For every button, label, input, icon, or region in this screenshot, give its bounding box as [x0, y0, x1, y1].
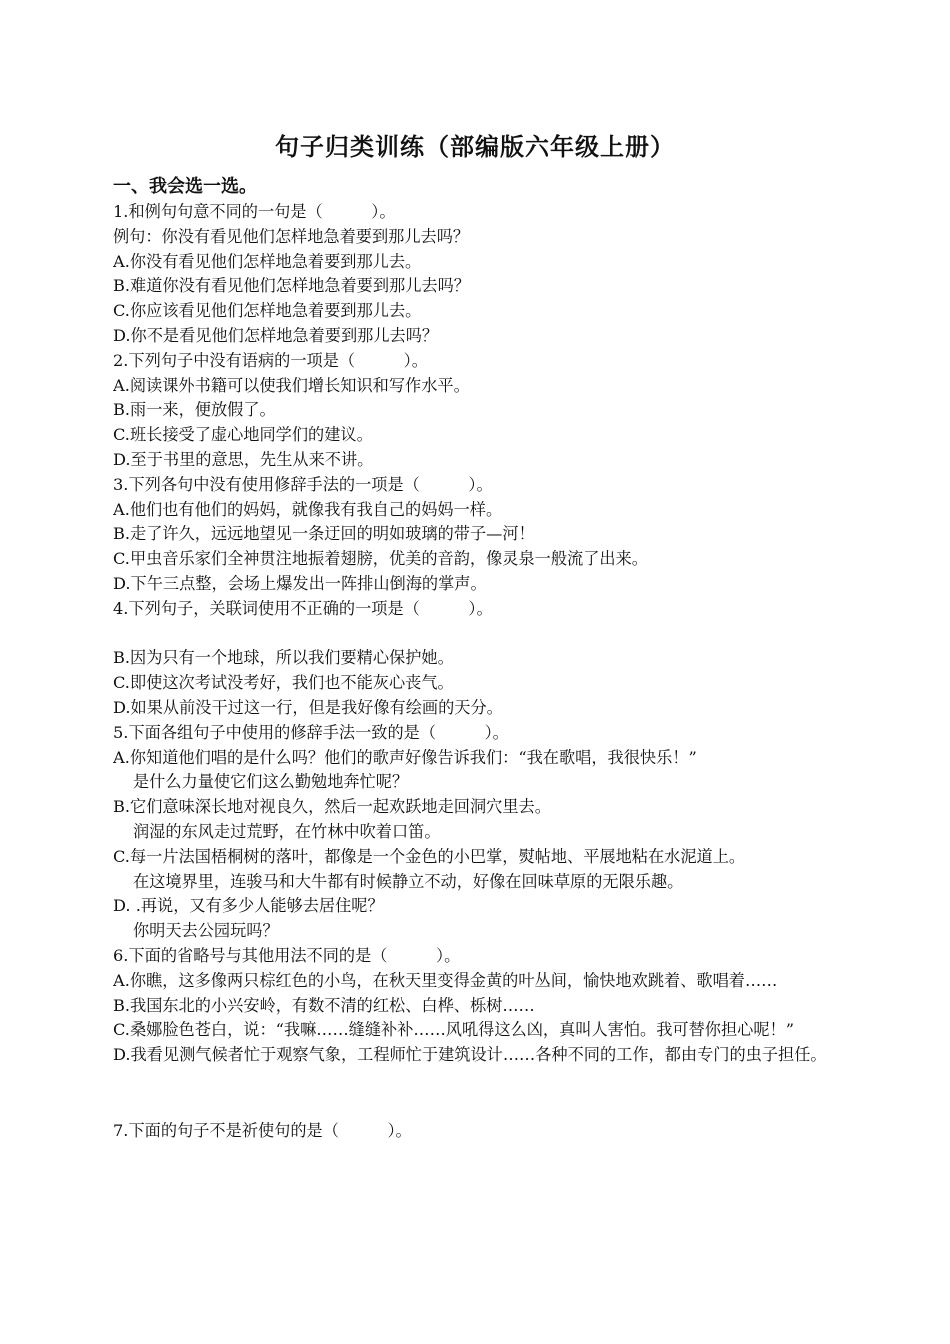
page-title: 句子归类训练（部编版六年级上册）: [275, 133, 675, 161]
question-6-option-c: C.桑娜脸色苍白，说：“我嘛……缝缝补补……风吼得这么凶，真叫人害怕。我可替你担心呢！”: [113, 1020, 795, 1040]
question-list: [113, 200, 851, 1144]
question-5-option-a-line-2: 是什么力量使它们这么勤勉地奔忙呢？: [133, 772, 409, 792]
question-3-option-a: A.他们也有他们的妈妈，就像我有我自己的妈妈一样。: [113, 499, 503, 519]
section-heading: 一、我会选一选。: [113, 176, 257, 197]
question-1-option-a: A.你没有看见他们怎样地急着要到那儿去。: [113, 251, 422, 271]
question-2-option-d: D.至于书里的意思，先生从来不讲。: [113, 449, 374, 469]
question-2-option-a: A.阅读课外书籍可以使我们增长知识和写作水平。: [113, 375, 470, 395]
question-2-stem: 2.下列句子中没有语病的一项是（ ）。: [113, 350, 428, 370]
question-1-option-b: B.难道你没有看见他们怎样地急着要到那儿去吗？: [113, 276, 470, 296]
question-2-option-b: B.雨一来，便放假了。: [113, 400, 276, 420]
question-5-option-a-line-1: A.你知道他们唱的是什么吗？他们的歌声好像告诉我们：“我在歌唱，我很快乐！”: [113, 747, 697, 767]
question-4-option-b: B.因为只有一个地球，所以我们要精心保护她。: [113, 648, 454, 668]
question-4-stem: 4.下列句子，关联词使用不正确的一项是（ ）。: [113, 598, 493, 618]
blank-space: [113, 1068, 851, 1119]
question-5-option-d-line-1: D. .再说，又有多少人能够去居住呢？: [113, 896, 384, 916]
question-6-option-a: A.你瞧，这多像两只棕红色的小鸟，在秋天里变得金黄的叶丛间，愉快地欢跳着、歌唱着……: [113, 970, 778, 990]
question-5-option-b-line-1: B.它们意味深长地对视良久，然后一起欢跃地走回洞穴里去。: [113, 797, 551, 817]
question-5-option-d-line-2: 你明天去公园玩吗？: [133, 921, 279, 941]
blank-line: [113, 622, 851, 647]
question-5-option-b-line-2: 润湿的东风走过荒野，在竹林中吹着口笛。: [133, 821, 441, 841]
question-5-stem: 5.下面各组句子中使用的修辞手法一致的是（ ）。: [113, 722, 509, 742]
question-1-option-d: D.你不是看见他们怎样地急着要到那儿去吗？: [113, 325, 439, 345]
question-3-option-c: C.甲虫音乐家们全神贯注地振着翅膀，优美的音韵，像灵泉一般流了出来。: [113, 549, 648, 569]
question-6-stem: 6.下面的省略号与其他用法不同的是（ ）。: [113, 945, 461, 965]
question-1-option-c: C.你应该看见他们怎样地急着要到那儿去。: [113, 301, 422, 321]
question-1-stem: 1.和例句句意不同的一句是（ ）。: [113, 202, 396, 221]
question-4-option-c: C.即使这次考试没考好，我们也不能灰心丧气。: [113, 673, 454, 693]
question-5-option-c-line-1: C.每一片法国梧桐树的落叶，都像是一个金色的小巴掌，熨帖地、平展地粘在水泥道上。: [113, 846, 746, 866]
question-6-option-b: B.我国东北的小兴安岭，有数不清的红松、白桦、栎树……: [113, 995, 535, 1015]
question-1-example: 例句：你没有看见他们怎样地急着要到那儿去吗？: [113, 226, 470, 246]
question-3-option-b: B.走了许久，远远地望见一条迂回的明如玻璃的带子—河！: [113, 524, 535, 544]
question-5-option-c-line-2: 在这境界里，连骏马和大牛都有时候静立不动，好像在回味草原的无限乐趣。: [133, 871, 684, 891]
question-3-stem: 3.下列各句中没有使用修辞手法的一项是（ ）。: [113, 474, 493, 494]
question-3-option-d: D.下午三点整，会场上爆发出一阵排山倒海的掌声。: [113, 573, 487, 593]
question-7-stem: 7.下面的句子不是祈使句的是（ ）。: [113, 1120, 412, 1140]
question-2-option-c: C.班长接受了虚心地同学们的建议。: [113, 425, 373, 445]
question-6-option-d: D.我看见测气候者忙于观察气象，工程师忙于建筑设计……各种不同的工作，都由专门的虫子担任。: [113, 1045, 827, 1065]
question-4-option-d: D.如果从前没干过这一行，但是我好像有绘画的天分。: [113, 697, 503, 717]
